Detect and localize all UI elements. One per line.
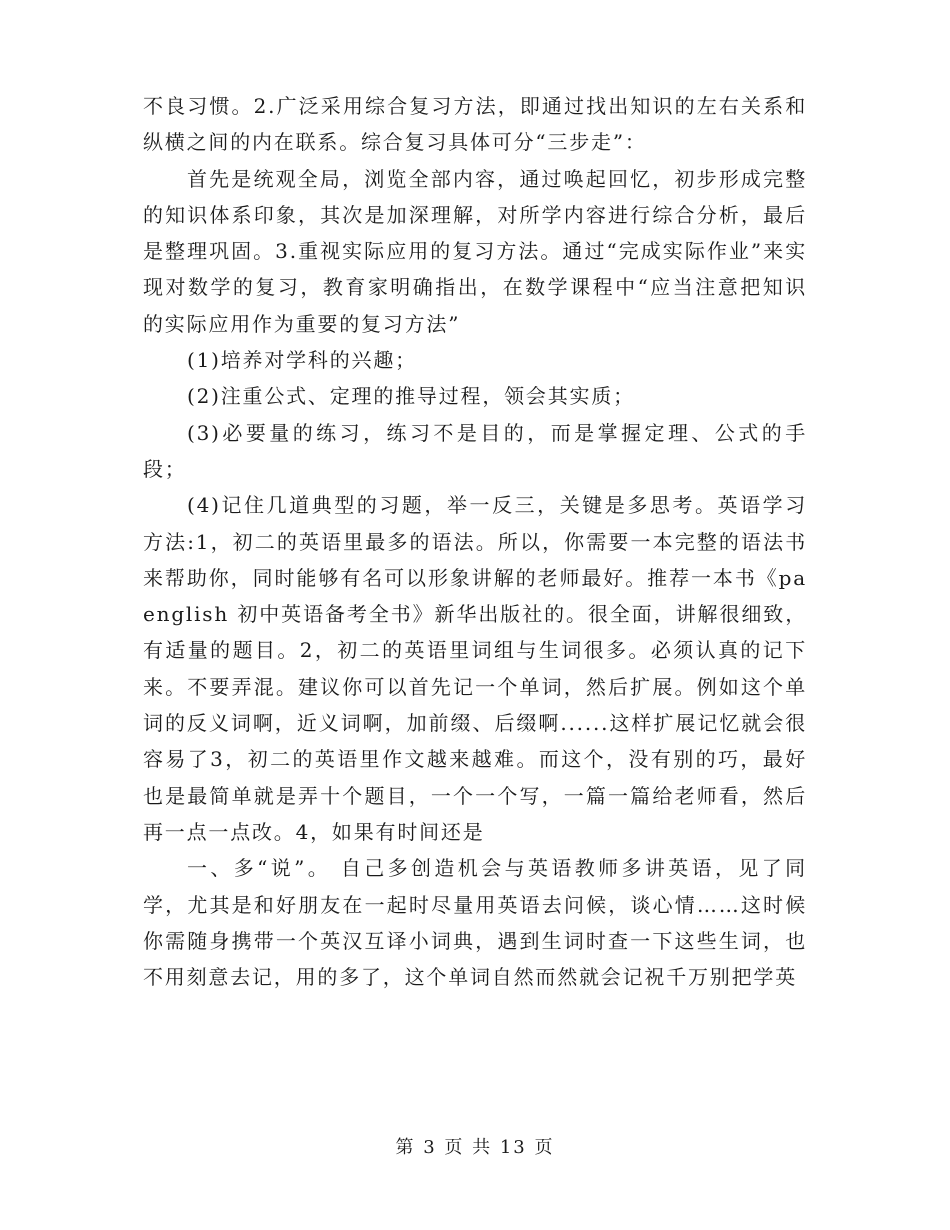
paragraph: 不良习惯。2.广泛采用综合复习方法，即通过找出知识的左右关系和纵横之间的内在联系。综合复习具体可分“三步走”： <box>143 94 807 155</box>
list-item: (3)必要量的练习，练习不是目的，而是掌握定理、公式的手段； <box>143 420 807 481</box>
paragraph: 首先是统观全局，浏览全部内容，通过唤起回忆，初步形成完整的知识体系印象，其次是加深理解，对所学内容进行综合分析，最后是整理巩固。3.重视实际应用的复习方法。通过“完成实际作业”来实现对数学的复习，教育家明确指出，在数学课程中“应当注意把知识的实际应用作为重要的复习方法” <box>143 166 807 336</box>
list-item: (2)注重公式、定理的推导过程，领会其实质； <box>187 384 635 409</box>
body-text <box>143 88 807 995</box>
list-item: (4)记住几道典型的习题，举一反三，关键是多思考。英语学习方法:1，初二的英语里最多的语法。所以，你需要一本完整的语法书来帮助你，同时能够有名可以形象讲解的老师最好。推荐一本书《paenglish 初中英语备考全书》新华出版社的。很全面，讲解很细致，有适量的题目。2，初二的英语里词组与生词很多。必须认真的记下来。不要弄混。建议你可以首先记一个单词，然后扩展。例如这个单词的反义词啊，近义词啊，加前缀、后缀啊......这样扩展记忆就会很容易了3，初二的英语里作文越来越难。而这个，没有别的巧，最好也是最简单就是弄十个题目，一个一个写，一篇一篇给老师看，然后再一点一点改。4，如果有时间还是 <box>143 493 807 844</box>
list-item: (1)培养对学科的兴趣； <box>187 348 417 373</box>
page-number-footer: 第 3 页 共 13 页 <box>395 1137 555 1158</box>
paragraph: 一、多“说”。 自己多创造机会与英语教师多讲英语，见了同学，尤其是和好朋友在一起时尽量用英语去问候，谈心情……这时候你需随身携带一个英汉互译小词典，遇到生词时查一下这些生词，也不用刻意去记，用的多了，这个单词自然而然就会记祝千万别把学英 <box>143 856 807 990</box>
